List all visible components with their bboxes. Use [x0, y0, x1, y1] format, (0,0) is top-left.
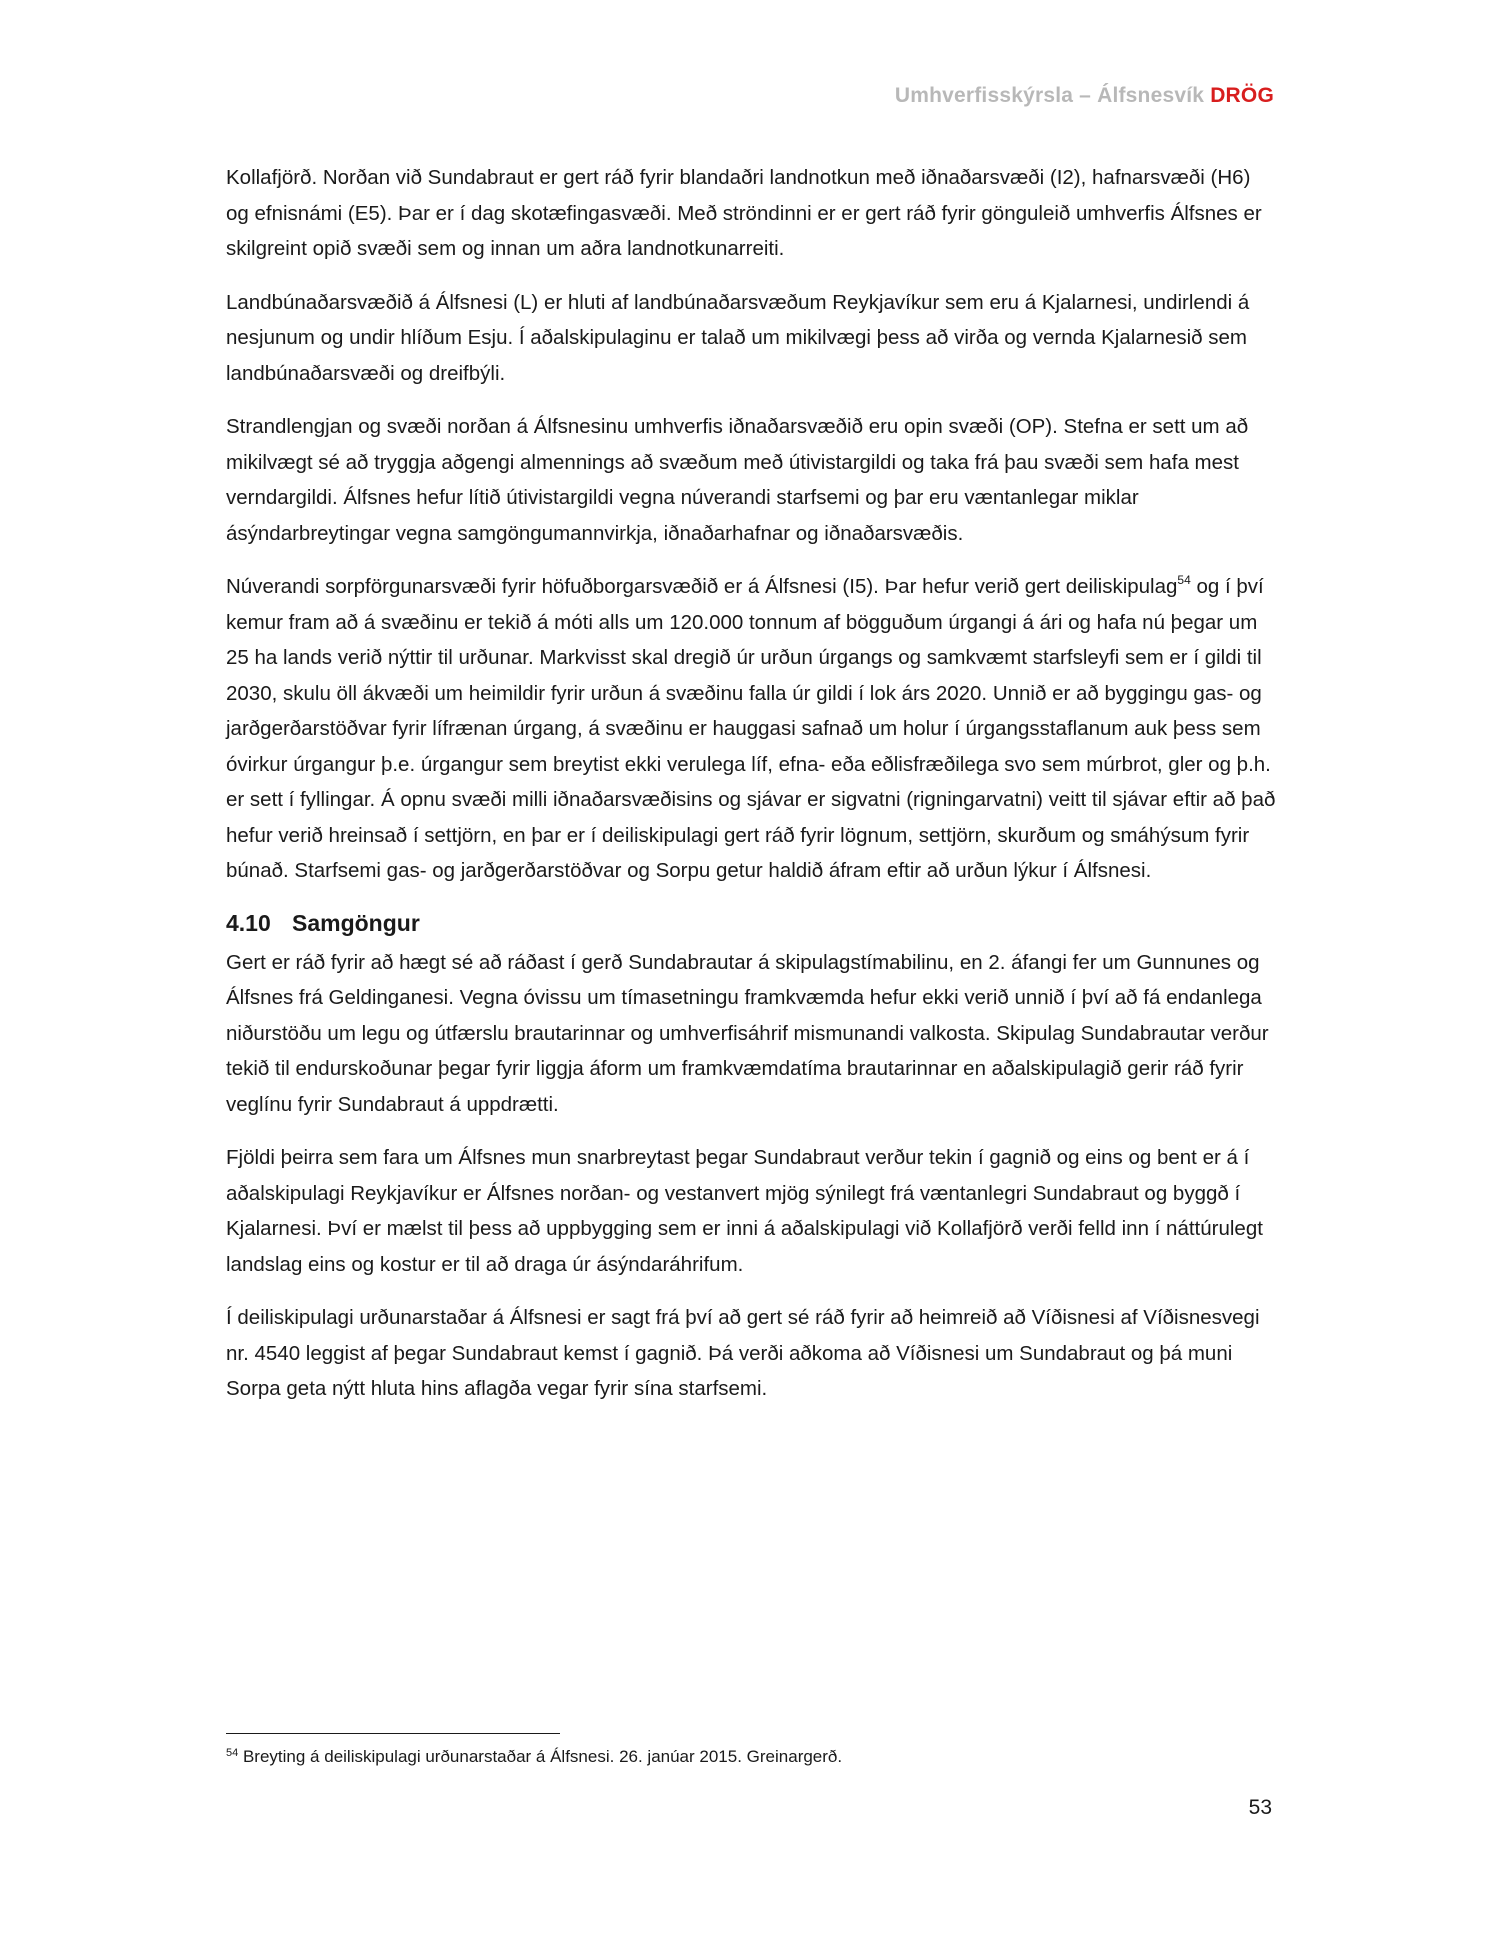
page-number: 53 [1248, 1796, 1272, 1819]
draft-label: DRÖG [1210, 84, 1274, 107]
paragraph: Landbúnaðarsvæðið á Álfsnesi (L) er hluti af landbúnaðarsvæðum Reykjavíkur sem eru á Kjalarnesi, undirlendi á nesjunum og undir hlíðum Esju. Í aðalskipulaginu er talað um mikilvægi þess að virða og vernda Kjalarnesið sem landbúnaðarsvæði og dreifbýli. [226, 290, 1250, 385]
section-heading [226, 907, 1276, 939]
footnote-number: 54 [226, 1747, 239, 1759]
paragraph-text: Núverandi sorpförgunarsvæði fyrir höfuðborgarsvæðið er á Álfsnesi (I5). Þar hefur verið gert deiliskipulag [226, 575, 1178, 598]
paragraph: Kollafjörð. Norðan við Sundabraut er gert ráð fyrir blandaðri landnotkun með iðnaðarsvæði (I2), hafnarsvæði (H6) og efnisnámi (E5). Þar er í dag skotæfingasvæði. Með ströndinni er er gert ráð fyrir gönguleið umhverfis Álfsnes er skilgreint opið svæði sem og innan um aðra landnotkunarreiti. [226, 166, 1262, 260]
section-title: Samgöngur [292, 909, 420, 936]
footnote-reference[interactable]: 54 [1177, 573, 1191, 587]
paragraph: Fjöldi þeirra sem fara um Álfsnes mun snarbreytast þegar Sundabraut verður tekin í gagnið og eins og bent er á í aðalskipulagi Reykjavíkur er Álfsnes norðan- og vestanvert mjög sýnilegt frá væntanlegri Sundabraut og byggð í Kjalarnesi. Því er mælst til þess að uppbygging sem er inni á aðalskipulagi við Kollafjörð verði felld inn í náttúrulegt landslag eins og kostur er til að draga úr ásýndaráhrifum. [226, 1146, 1263, 1276]
paragraph: Strandlengjan og svæði norðan á Álfsnesinu umhverfis iðnaðarsvæðið eru opin svæði (OP). Stefna er sett um að mikilvægt sé að tryggja aðgengi almennings að svæðum með útivistargildi og taka frá þau svæði sem hafa mest verndargildi. Álfsnes hefur lítið útivistargildi vegna núverandi starfsemi og þar eru væntanlegar miklar ásýndarbreytingar vegna samgöngumannvirkja, iðnaðarhafnar og iðnaðarsvæðis. [226, 415, 1249, 545]
footnote-separator [226, 1733, 560, 1734]
header-title: Umhverfisskýrsla – Álfsnesvík [894, 84, 1205, 107]
paragraph: Gert er ráð fyrir að hægt sé að ráðast í gerð Sundabrautar á skipulagstímabilinu, en 2. áfangi fer um Gunnunes og Álfsnes frá Geldinganesi. Vegna óvissu um tímasetningu framkvæmda hefur ekki verið unnið í því að fá endanlega niðurstöðu um legu og útfærslu brautarinnar og umhverfisáhrif mismunandi valkosta. Skipulag Sundabrautar verður tekið til endurskoðunar þegar fyrir liggja áform um framkvæmdatíma brautarinnar en aðalskipulagið gerir ráð fyrir veglínu fyrir Sundabraut á uppdrætti. [226, 950, 1269, 1116]
footnote [226, 1745, 842, 1769]
section-number: 4.10 [226, 909, 271, 936]
paragraph-text: og í því kemur fram að á svæðinu er tekið á móti alls um 120.000 tonnum af bögguðum úrgangi á ári og hafa nú þegar um 25 ha lands verið nýttir til urðunar. Markvisst skal dregið úr urðun úrgangs og samkvæmt starfsleyfi sem er í gildi til 2030, skulu öll ákvæði um heimildir fyrir urðun á svæðinu falla úr gildi í lok árs 2020. Unnið er að byggingu gas- og jarðgerðarstöðvar fyrir lífrænan úrgang, á svæðinu er hauggasi safnað um holur í úrgangsstaflanum auk þess sem óvirkur úrgangur þ.e. úrgangur sem breytist ekki verulega líf, efna- eða eðlisfræðilega svo sem múrbrot, gler og þ.h. er sett í fyllingar. Á opnu svæði milli iðnaðarsvæðisins og sjávar er sigvatni (rigningarvatni) veitt til sjávar eftir að það hefur verið hreinsað í settjörn, en þar er í deiliskipulagi gert ráð fyrir lögnum, settjörn, skurðum og smáhýsum fyrir búnað. Starfsemi gas- og jarðgerðarstöðvar og Sorpu getur haldið áfram eftir að urðun lýkur í Álfsnesi. [226, 575, 1276, 882]
page-body [226, 160, 1276, 1425]
paragraph-with-footnote [226, 569, 1276, 889]
paragraph: Í deiliskipulagi urðunarstaðar á Álfsnesi er sagt frá því að gert sé ráð fyrir að heimreið að Víðisnesi af Víðisnesvegi nr. 4540 leggist af þegar Sundabraut kemst í gagnið. Þá verði aðkoma að Víðisnesi um Sundabraut og þá muni Sorpa geta nýtt hluta hins aflagða vegar fyrir sína starfsemi. [226, 1306, 1260, 1400]
footnote-text: Breyting á deiliskipulagi urðunarstaðar á Álfsnesi. 26. janúar 2015. Greinargerð. [238, 1747, 843, 1766]
running-header [895, 84, 1274, 108]
